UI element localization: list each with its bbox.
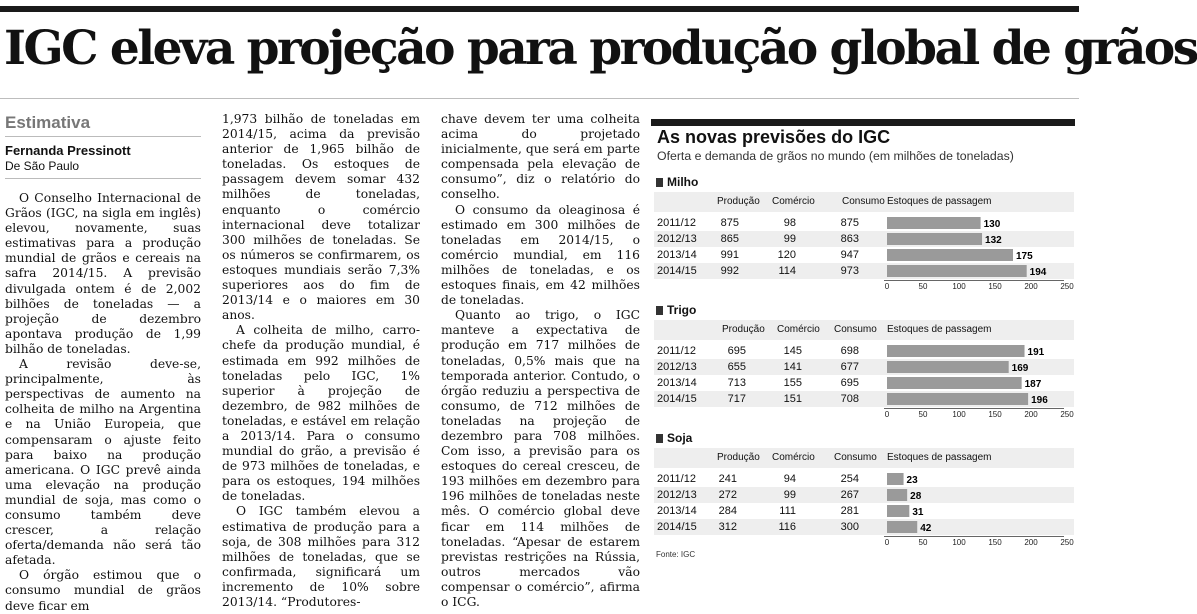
year-cell: 2011/12 [657, 345, 696, 357]
stock-value-label: 130 [983, 219, 1001, 230]
producao-cell: 875 [720, 217, 739, 229]
article-column-1 [5, 112, 201, 613]
x-tick-label: 150 [988, 282, 1002, 291]
paragraph: chave devem ter uma colheita acima do projetado inicialmente, que será em parte compensada pela elevação de consumo”, diz o relatório do conselho. [441, 112, 640, 202]
comercio-cell: 141 [783, 361, 802, 373]
stocks-bar-chart [651, 431, 1079, 571]
producao-cell: 865 [720, 233, 739, 245]
section-title: Soja [667, 431, 693, 445]
stock-value-label: 194 [1029, 267, 1047, 278]
comercio-cell: 116 [778, 521, 796, 533]
stock-bar [887, 265, 1027, 277]
consumo-cell: 300 [840, 521, 859, 533]
stock-bar [887, 473, 904, 485]
producao-cell: 284 [718, 505, 737, 517]
consumo-cell: 973 [840, 265, 859, 277]
stock-value-label: 23 [906, 475, 918, 486]
x-tick-label: 100 [952, 282, 966, 291]
x-tick-label: 0 [884, 410, 890, 419]
column-header-producao: Produção [722, 324, 765, 335]
producao-cell: 991 [720, 249, 739, 261]
section-title: Trigo [667, 303, 697, 317]
stock-value-label: 42 [920, 523, 932, 534]
consumo-cell: 254 [840, 473, 859, 485]
producao-cell: 272 [718, 489, 737, 501]
comercio-cell: 111 [779, 505, 796, 517]
section-title: Milho [667, 175, 699, 189]
producao-cell: 717 [727, 393, 746, 405]
consumo-cell: 947 [840, 249, 859, 261]
x-tick-label: 250 [1060, 538, 1074, 547]
column-header-consumo: Consumo [834, 324, 877, 335]
year-cell: 2013/14 [657, 377, 697, 389]
comercio-cell: 145 [783, 345, 802, 357]
stock-bar [887, 233, 982, 245]
stock-bar [887, 489, 907, 501]
paragraph: O órgão estimou que o consumo mundial de grãos deve ficar em [5, 568, 201, 613]
consumo-cell: 281 [840, 505, 859, 517]
x-tick-label: 250 [1060, 282, 1074, 291]
paragraph: 1,973 bilhão de toneladas em 2014/15, acima da previsão anterior de 1,965 bilhão de toneladas. Os estoques de passagem devem somar 432 milhões de toneladas, enquanto o comércio internacional deve totalizar 300 milhões de toneladas. Se os números se confirmarem, os estoques mundiais serão 7,3% superiores aos do fim de 2013/14 e o maiores em 30 anos. [222, 112, 420, 323]
x-tick-label: 50 [918, 538, 928, 547]
x-tick-label: 100 [952, 538, 966, 547]
infographic [651, 119, 1079, 580]
chart-block-soja [651, 431, 1079, 553]
x-tick-label: 250 [1060, 410, 1074, 419]
producao-cell: 312 [718, 521, 737, 533]
x-tick-label: 200 [1024, 282, 1038, 291]
stock-value-label: 175 [1016, 251, 1033, 262]
infographic-subtitle: Oferta e demanda de grãos no mundo (em milhões de toneladas) [657, 149, 1014, 163]
x-axis-line [884, 408, 1064, 409]
comercio-cell: 151 [783, 393, 802, 405]
year-cell: 2012/13 [657, 361, 697, 373]
stock-bar [887, 361, 1009, 373]
producao-cell: 241 [718, 473, 737, 485]
infographic-title: As novas previsões do IGC [657, 127, 891, 147]
x-tick-label: 200 [1024, 410, 1038, 419]
consumo-cell: 708 [840, 393, 859, 405]
x-axis-line [884, 536, 1064, 537]
stock-value-label: 132 [985, 235, 1002, 246]
column-header-estoques: Estoques de passagem [887, 196, 992, 207]
comercio-cell: 155 [783, 377, 802, 389]
year-cell: 2011/12 [657, 473, 696, 485]
stock-value-label: 196 [1031, 395, 1048, 406]
column-header-comercio: Comércio [772, 452, 815, 463]
x-tick-label: 150 [988, 410, 1002, 419]
paragraph: O IGC também elevou a estimativa de produção para a soja, de 308 milhões para 312 milhões de toneladas, que se confirmada, significará um incremento de 10% sobre 2013/14. “Produtores- [222, 504, 420, 609]
consumo-cell: 267 [840, 489, 859, 501]
headline-rule [0, 98, 1079, 99]
column-header-estoques: Estoques de passagem [887, 324, 992, 335]
x-tick-label: 50 [918, 282, 928, 291]
producao-cell: 992 [720, 265, 739, 277]
paragraph: O consumo da oleaginosa é estimado em 300 milhões de toneladas em 2014/15, o comércio mundial, em 116 milhões de toneladas, e os estoques finais, em 42 milhões de toneladas. [441, 202, 640, 308]
producao-cell: 713 [727, 377, 746, 389]
author-location: De São Paulo [5, 159, 201, 179]
stock-bar [887, 217, 981, 229]
column-header-comercio: Comércio [777, 324, 820, 335]
source-note: Fonte: IGC [656, 550, 696, 559]
stock-value-label: 169 [1011, 363, 1029, 374]
stock-value-label: 31 [912, 507, 924, 518]
comercio-cell: 94 [783, 473, 796, 485]
stocks-bar-chart [651, 175, 1079, 315]
stock-bar [887, 393, 1028, 405]
x-tick-label: 0 [884, 282, 890, 291]
paragraph: A revisão deve-se, principalmente, às perspectivas de aumento na colheita de milho na Argentina e na União Europeia, que compensaram o ajuste feito para baixo na produção americana. O IGC prevê ainda uma elevação na produção mundial de soja, mas como o consumo também deve crescer, a relação oferta/demanda não será tão afetada. [5, 357, 201, 568]
year-cell: 2013/14 [657, 505, 697, 517]
x-axis-line [884, 280, 1064, 281]
producao-cell: 695 [727, 345, 746, 357]
year-cell: 2012/13 [657, 489, 697, 501]
author: Fernanda Pressinott [5, 143, 131, 158]
chart-block-milho [651, 175, 1079, 297]
column-header-estoques: Estoques de passagem [887, 452, 992, 463]
x-tick-label: 50 [918, 410, 928, 419]
column-header-consumo: Consumo [842, 196, 885, 207]
x-tick-label: 0 [884, 538, 890, 547]
consumo-cell: 698 [840, 345, 859, 357]
stock-bar [887, 249, 1013, 261]
comercio-cell: 98 [783, 217, 796, 229]
year-cell: 2011/12 [657, 217, 696, 229]
column-header-producao: Produção [717, 452, 760, 463]
stock-value-label: 28 [910, 491, 922, 502]
year-cell: 2012/13 [657, 233, 697, 245]
infographic-top-bar [651, 119, 1075, 126]
year-cell: 2013/14 [657, 249, 697, 261]
top-rule [0, 6, 1079, 12]
column-header-producao: Produção [717, 196, 760, 207]
paragraph: Quanto ao trigo, o IGC manteve a expectativa de produção em 717 milhões de toneladas, 0,5% mais que na temporada anterior. Contudo, o órgão reduziu a perspectiva de consumo, de 712 milhões de toneladas na projeção de dezembro para 708 milhões. Com isso, a previsão para os estoques do cereal cresceu, de 193 milhões em dezembro para 196 milhões de toneladas neste mês. O comércio global deve ficar em 114 milhões de toneladas. “Apesar de estarem previstas restrições na Rússia, outros mercados vão compensar o comércio”, afirma o ICG. [441, 308, 640, 609]
stock-bar [887, 377, 1022, 389]
x-tick-label: 200 [1024, 538, 1038, 547]
stock-bar [887, 505, 909, 517]
year-cell: 2014/15 [657, 521, 697, 533]
column-header-comercio: Comércio [772, 196, 815, 207]
year-cell: 2014/15 [657, 393, 697, 405]
year-cell: 2014/15 [657, 265, 697, 277]
comercio-cell: 99 [783, 489, 796, 501]
paragraph: A colheita de milho, carro-chefe da produção mundial, é estimada em 992 milhões de toneladas pelo IGC, 1% superior à projeção de dezembro, de 982 milhões de toneladas, e estável em relação a 2013/14. Para o consumo mundial do grão, a previsão é de 973 milhões de toneladas, e para os estoques, 194 milhões de toneladas. [222, 323, 420, 504]
x-tick-label: 100 [952, 410, 966, 419]
paragraph: O Conselho Internacional de Grãos (IGC, na sigla em inglês) elevou, novamente, suas estimativas para a produção mundial de grãos e cereais na safra 2014/15. A previsão divulgada ontem é de 2,002 bilhões de toneladas — a projeção de dezembro apontava produção de 1,99 bilhão de toneladas. [5, 191, 201, 356]
consumo-cell: 677 [840, 361, 859, 373]
producao-cell: 655 [727, 361, 746, 373]
stock-bar [887, 345, 1025, 357]
stock-value-label: 191 [1027, 347, 1045, 358]
article-column-3 [441, 112, 640, 609]
stock-value-label: 187 [1024, 379, 1042, 390]
stock-bar [887, 521, 917, 533]
comercio-cell: 114 [778, 265, 796, 277]
x-tick-label: 150 [988, 538, 1002, 547]
article-column-2 [222, 112, 420, 609]
chart-block-trigo [651, 303, 1079, 425]
stocks-bar-chart [651, 303, 1079, 443]
consumo-cell: 863 [840, 233, 859, 245]
consumo-cell: 875 [840, 217, 859, 229]
comercio-cell: 120 [777, 249, 796, 261]
kicker: Estimativa [5, 112, 201, 137]
comercio-cell: 99 [783, 233, 796, 245]
column-header-consumo: Consumo [834, 452, 877, 463]
headline: IGC eleva projeção para produção global de grãos [4, 21, 1197, 76]
consumo-cell: 695 [840, 377, 859, 389]
